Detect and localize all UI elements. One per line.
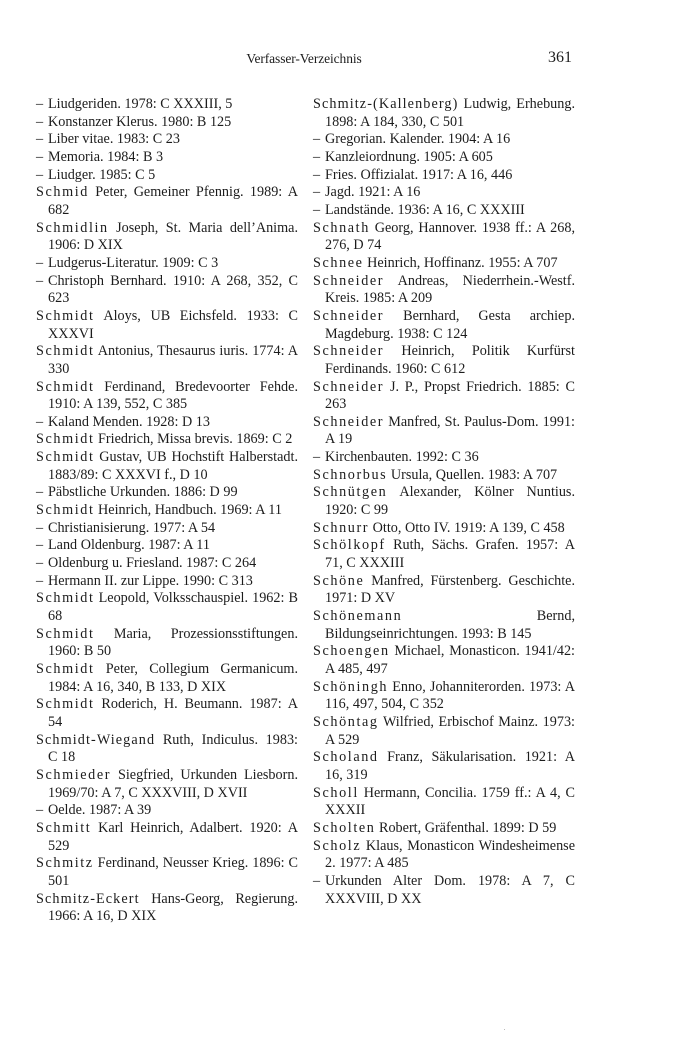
entry-text: Karl Heinrich, Adalbert. 1920: A 529	[48, 819, 298, 854]
author-surname: Schmidt	[36, 449, 95, 466]
sub-entry-dash: –	[36, 113, 44, 130]
author-surname: Schoengen	[313, 643, 390, 660]
sub-entry-dash: –	[313, 166, 321, 183]
index-author-entry	[313, 96, 575, 131]
sub-entry-dash: –	[36, 555, 44, 572]
author-surname: Scholz	[313, 837, 362, 854]
index-sub-entry	[36, 414, 298, 432]
sub-entry-dash: –	[36, 413, 44, 430]
index-author-entry	[313, 343, 575, 378]
entry-text: Hans-Georg, Regierung. 1966: A 16, D XIX	[48, 890, 298, 925]
entry-text: Joseph, St. Maria dell’Anima. 1906: D XIX	[48, 219, 298, 254]
running-head	[0, 49, 700, 69]
index-author-entry	[36, 184, 298, 219]
index-author-entry	[313, 273, 575, 308]
author-surname: Schnurr	[313, 519, 370, 536]
index-author-entry	[36, 732, 298, 767]
entry-text: Oelde. 1987: A 39	[48, 802, 152, 819]
index-author-entry	[313, 308, 575, 343]
entry-text: J. P., Propst Friedrich. 1885: C 263	[325, 378, 575, 413]
sub-entry-dash: –	[36, 537, 44, 554]
scan-speck	[504, 1029, 505, 1030]
entry-text: Ursula, Quellen. 1983: A 707	[387, 466, 558, 483]
index-author-entry	[36, 626, 298, 661]
index-author-entry	[313, 573, 575, 608]
sub-entry-dash: –	[36, 131, 44, 148]
index-author-entry	[313, 520, 575, 538]
index-author-entry	[36, 449, 298, 484]
index-author-entry	[36, 855, 298, 890]
author-surname: Schnütgen	[313, 484, 388, 501]
index-sub-entry	[313, 202, 575, 220]
index-sub-entry	[36, 131, 298, 149]
index-sub-entry	[36, 555, 298, 573]
sub-entry-dash: –	[36, 802, 44, 819]
author-surname: Schmidt	[36, 378, 95, 395]
author-surname: Schneider	[313, 272, 385, 289]
author-surname: Schmidt-Wiegand	[36, 731, 156, 748]
index-sub-entry	[36, 573, 298, 591]
index-sub-entry	[313, 167, 575, 185]
author-surname: Schneider	[313, 378, 385, 395]
sub-entry-dash: –	[36, 519, 44, 536]
entry-text: Siegfried, Urkunden Liesborn. 1969/70: A 7, C XXXVIII, D XVII	[48, 766, 298, 801]
index-column-left	[36, 96, 298, 926]
entry-text: Wilfried, Erbischof Mainz. 1973: A 529	[325, 713, 575, 748]
index-author-entry	[36, 696, 298, 731]
index-author-entry	[36, 590, 298, 625]
entry-text: Christoph Bernhard. 1910: A 268, 352, C 623	[48, 272, 298, 307]
entry-text: Ferdinand, Bredevoorter Fehde. 1910: A 139, 552, C 385	[48, 378, 298, 413]
author-surname: Scholten	[313, 819, 376, 836]
index-sub-entry	[313, 149, 575, 167]
entry-text: Maria, Prozessionsstiftungen. 1960: B 50	[48, 625, 298, 660]
entry-text: Georg, Hannover. 1938 ff.: A 268, 276, D 74	[325, 219, 575, 254]
sub-entry-dash: –	[36, 272, 44, 289]
author-surname: Schmidt	[36, 343, 95, 360]
entry-text: Gregorian. Kalender. 1904: A 16	[325, 131, 511, 148]
entry-text: Ferdinand, Neusser Krieg. 1896: C 501	[48, 855, 298, 889]
author-surname: Schmidt	[36, 625, 95, 642]
entry-text: Ludwig, Erhebung. 1898: A 184, 330, C 501	[325, 96, 575, 130]
author-surname: Schölkopf	[313, 537, 386, 554]
entry-text: Peter, Gemeiner Pfennig. 1989: A 682	[48, 184, 298, 218]
index-sub-entry	[313, 184, 575, 202]
entry-text: Land Oldenburg. 1987: A 11	[48, 537, 210, 554]
entry-text: Peter, Collegium Germanicum. 1984: A 16, 340, B 133, D XIX	[48, 661, 298, 695]
entry-text: Enno, Johanniterorden. 1973: A 116, 497, 504, C 352	[325, 678, 575, 713]
entry-text: Christianisierung. 1977: A 54	[48, 519, 216, 536]
author-surname: Schönemann	[313, 608, 403, 625]
index-author-entry	[36, 661, 298, 696]
index-author-entry	[313, 608, 575, 643]
entry-text: Oldenburg u. Friesland. 1987: C 264	[48, 555, 257, 572]
index-sub-entry	[36, 802, 298, 820]
index-author-entry	[313, 537, 575, 572]
entry-text: Kaland Menden. 1928: D 13	[48, 413, 210, 430]
sub-entry-dash: –	[36, 572, 44, 589]
entry-text: Jagd. 1921: A 16	[325, 184, 421, 201]
author-surname: Schmidlin	[36, 219, 109, 236]
sub-entry-dash: –	[313, 449, 321, 466]
entry-text: Manfred, St. Paulus-Dom. 1991: A 19	[325, 413, 575, 448]
index-author-entry	[36, 891, 298, 926]
entry-text: Manfred, Fürstenberg. Geschichte. 1971: D XV	[325, 572, 575, 607]
entry-text: Landstände. 1936: A 16, C XXXIII	[325, 201, 525, 218]
index-author-entry	[36, 308, 298, 343]
entry-text: Bernd, Bildungseinrichtungen. 1993: B 145	[325, 608, 575, 642]
running-title: Verfasser-Verzeichnis	[246, 51, 362, 66]
sub-entry-dash: –	[313, 184, 321, 201]
author-surname: Schnath	[313, 219, 370, 236]
entry-text: Ludgerus-Literatur. 1909: C 3	[48, 254, 219, 271]
index-author-entry	[313, 679, 575, 714]
index-author-entry	[313, 838, 575, 873]
entry-text: Franz, Säkularisation. 1921: A 16, 319	[325, 749, 575, 783]
index-author-entry	[313, 820, 575, 838]
entry-text: Klaus, Monasticon Windesheimense 2. 1977: A 485	[325, 837, 575, 872]
index-author-entry	[313, 379, 575, 414]
index-author-entry	[36, 820, 298, 855]
entry-text: Urkunden Alter Dom. 1978: A 7, C XXXVIII, D XX	[325, 872, 575, 907]
entry-text: Liudger. 1985: C 5	[48, 166, 156, 183]
index-author-entry	[313, 484, 575, 519]
author-surname: Schmitt	[36, 819, 92, 836]
author-surname: Schnorbus	[313, 466, 388, 483]
author-surname: Schmitz-Eckert	[36, 890, 140, 907]
author-surname: Schmitz	[36, 855, 94, 872]
entry-text: Liber vitae. 1983: C 23	[48, 131, 180, 148]
author-surname: Scholand	[313, 749, 379, 766]
sub-entry-dash: –	[313, 201, 321, 218]
sub-entry-dash: –	[36, 166, 44, 183]
index-sub-entry	[313, 449, 575, 467]
author-surname: Schöningh	[313, 678, 389, 695]
author-surname: Schmidt	[36, 502, 95, 519]
sub-entry-dash: –	[313, 148, 321, 165]
index-author-entry	[313, 220, 575, 255]
page-number: 361	[548, 49, 572, 66]
entry-text: Hermann, Concilia. 1759 ff.: A 4, C XXXII	[325, 784, 575, 819]
entry-text: Antonius, Thesaurus iuris. 1774: A 330	[48, 343, 298, 377]
index-sub-entry	[36, 167, 298, 185]
entry-text: Heinrich, Hoffinanz. 1955: A 707	[363, 254, 558, 271]
author-surname: Scholl	[313, 784, 359, 801]
author-surname: Schnee	[313, 254, 364, 271]
index-author-entry	[36, 502, 298, 520]
author-surname: Schneider	[313, 413, 385, 430]
index-author-entry	[313, 255, 575, 273]
entry-text: Ruth, Sächs. Grafen. 1957: A 71, C XXXIII	[325, 537, 575, 572]
index-sub-entry	[36, 537, 298, 555]
author-surname: Schmieder	[36, 766, 112, 783]
author-surname: Schmitz-(Kallenberg)	[313, 96, 459, 112]
author-surname: Schmidt	[36, 696, 95, 713]
entry-text: Andreas, Niederrhein.-Westf. Kreis. 1985: A 209	[325, 272, 575, 307]
author-surname: Schmidt	[36, 307, 95, 324]
index-author-entry	[36, 767, 298, 802]
entry-text: Leopold, Volksschauspiel. 1962: B 68	[48, 590, 298, 625]
index-sub-entry	[36, 520, 298, 538]
entry-text: Kirchenbauten. 1992: C 36	[325, 449, 479, 466]
entry-text: Aloys, UB Eichsfeld. 1933: C XXXVI	[48, 307, 298, 342]
entry-text: Liudgeriden. 1978: C XXXIII, 5	[48, 96, 233, 112]
index-column-right	[313, 96, 575, 908]
entry-text: Fries. Offizialat. 1917: A 16, 446	[325, 166, 513, 183]
entry-text: Konstanzer Klerus. 1980: B 125	[48, 113, 232, 130]
author-surname: Schneider	[313, 307, 385, 324]
sub-entry-dash: –	[313, 872, 321, 889]
entry-text: Hermann II. zur Lippe. 1990: C 313	[48, 572, 253, 589]
index-sub-entry	[36, 114, 298, 132]
index-author-entry	[36, 220, 298, 255]
entry-text: Otto, Otto IV. 1919: A 139, C 458	[369, 519, 565, 536]
index-sub-entry	[313, 131, 575, 149]
author-surname: Schmidt	[36, 590, 95, 607]
author-surname: Schmidt	[36, 661, 95, 677]
entry-text: Michael, Monasticon. 1941/42: A 485, 497	[325, 643, 575, 677]
index-sub-entry	[36, 149, 298, 167]
index-sub-entry	[313, 873, 575, 908]
entry-text: Memoria. 1984: B 3	[48, 148, 164, 165]
author-surname: Schöntag	[313, 713, 379, 730]
entry-text: Kanzleiordnung. 1905: A 605	[325, 148, 493, 165]
index-author-entry	[313, 414, 575, 449]
entry-text: Ruth, Indiculus. 1983: C 18	[48, 731, 298, 766]
sub-entry-dash: –	[36, 96, 44, 112]
author-surname: Schmidt	[36, 431, 95, 448]
entry-text: Alexander, Kölner Nuntius. 1920: C 99	[325, 484, 575, 519]
entry-text: Bernhard, Gesta archiep. Magdeburg. 1938: C 124	[325, 307, 575, 342]
index-author-entry	[36, 379, 298, 414]
index-sub-entry	[36, 96, 298, 114]
index-author-entry	[36, 343, 298, 378]
index-sub-entry	[36, 255, 298, 273]
index-author-entry	[36, 431, 298, 449]
sub-entry-dash: –	[36, 148, 44, 165]
index-sub-entry	[36, 484, 298, 502]
entry-text: Roderich, H. Beumann. 1987: A 54	[48, 696, 298, 730]
entry-text: Heinrich, Handbuch. 1969: A 11	[94, 502, 282, 519]
index-author-entry	[313, 467, 575, 485]
entry-text: Friedrich, Missa brevis. 1869: C 2	[94, 431, 293, 448]
sub-entry-dash: –	[36, 254, 44, 271]
index-author-entry	[313, 785, 575, 820]
entry-text: Gustav, UB Hochstift Halberstadt. 1883/89: C XXXVI f., D 10	[48, 449, 298, 483]
sub-entry-dash: –	[36, 484, 44, 501]
entry-text: Robert, Gräfenthal. 1899: D 59	[375, 819, 557, 836]
author-surname: Schneider	[313, 343, 385, 360]
index-author-entry	[313, 749, 575, 784]
index-author-entry	[313, 714, 575, 749]
index-author-entry	[313, 643, 575, 678]
entry-text: Heinrich, Politik Kurfürst Ferdinands. 1960: C 612	[325, 343, 575, 377]
author-surname: Schöne	[313, 572, 365, 589]
author-surname: Schmid	[36, 184, 89, 201]
index-sub-entry	[36, 273, 298, 308]
sub-entry-dash: –	[313, 131, 321, 148]
entry-text: Päbstliche Urkunden. 1886: D 99	[48, 484, 238, 501]
